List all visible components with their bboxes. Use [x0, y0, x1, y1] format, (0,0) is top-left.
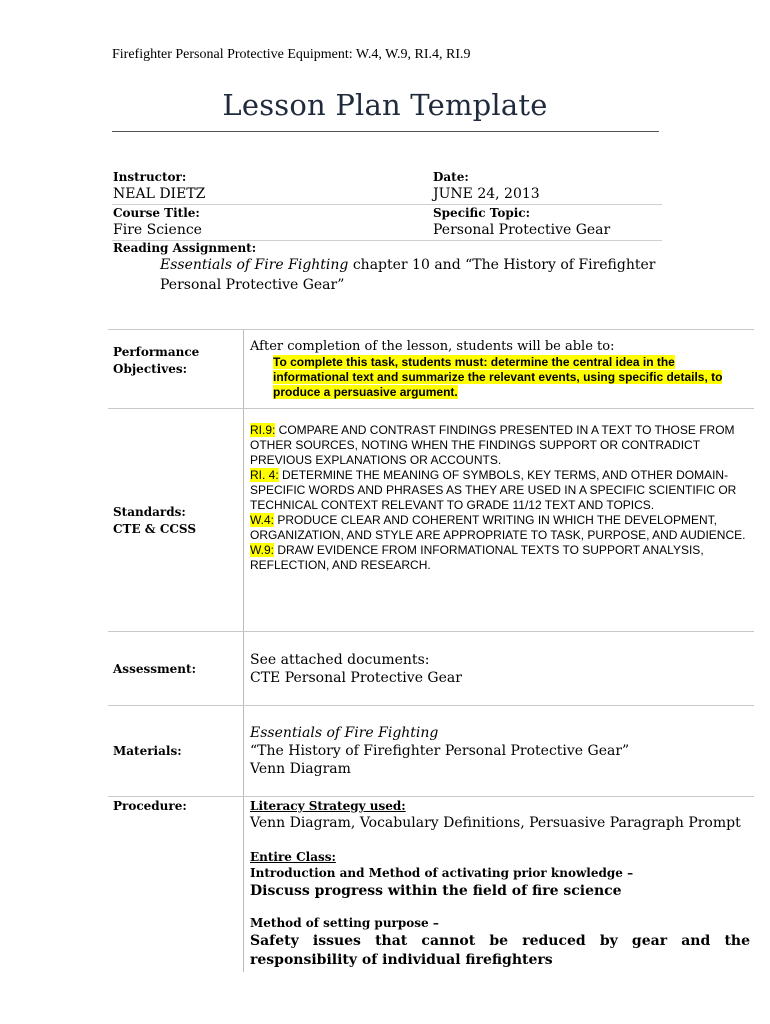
standard-item: W.9: DRAW EVIDENCE FROM INFORMATIONAL TEXTS TO SUPPORT ANALYSIS, REFLECTION, AND RESEARCH.: [250, 543, 704, 572]
instructor-value: NEAL DIETZ: [113, 186, 206, 202]
assessment-label: Assessment:: [113, 662, 196, 676]
objectives-intro: After completion of the lesson, students will be able to:: [250, 339, 615, 354]
reading-assignment-label: Reading Assignment:: [113, 241, 257, 255]
info-divider: [112, 204, 662, 205]
specific-topic-label: Specific Topic:: [433, 206, 531, 220]
table-row-divider: [108, 705, 754, 706]
standard-item: RI. 4: DETERMINE THE MEANING OF SYMBOLS, KEY TERMS, AND OTHER DOMAIN-SPECIFIC WORDS AND PHRASES AS THEY ARE USED IN A SPECIFIC SCIENTIFIC OR TECHNICAL CONTEXT RELEVANT TO GRADE 11/12 TEXT AND TOPICS.: [250, 468, 737, 512]
prior-knowledge-text: Discuss progress within the field of fire science: [250, 883, 622, 899]
specific-topic-value: Personal Protective Gear: [433, 222, 611, 238]
objectives-label: Performance Objectives:: [113, 345, 200, 376]
standard-item: W.4: PRODUCE CLEAR AND COHERENT WRITING IN WHICH THE DEVELOPMENT, ORGANIZATION, AND STYLE ARE APPROPRIATE TO TASK, PURPOSE, AND AUDIENCE.: [250, 513, 746, 542]
title-divider: [112, 131, 659, 132]
entire-class-heading: Entire Class:: [250, 850, 336, 864]
table-row-divider: [108, 408, 754, 409]
procedure-content: [250, 798, 750, 970]
purpose-heading: Method of setting purpose –: [250, 916, 439, 930]
document-header: Firefighter Personal Protective Equipment: W.4, W.9, RI.4, RI.9: [112, 47, 471, 62]
date-label: Date:: [433, 170, 469, 184]
standard-item: RI.9: COMPARE AND CONTRAST FINDINGS PRESENTED IN A TEXT TO THOSE FROM OTHER SOURCES, NOTING WHEN THE FINDINGS SUPPORT OR CONTRADICT PREVIOUS EXPLANATIONS OR ACCOUNTS.: [250, 423, 735, 467]
table-row-divider: [108, 796, 754, 797]
standards-label: Standards: CTE & CCSS: [113, 505, 196, 536]
assessment-content: See attached documents: CTE Personal Protective Gear: [250, 652, 462, 686]
reading-assignment-text: [160, 255, 660, 295]
course-title-label: Course Title:: [113, 206, 200, 220]
standards-list: [250, 423, 750, 573]
reading-rest: chapter 10 and “The History of Firefighter Personal Protective Gear”: [160, 257, 656, 293]
table-column-divider: [243, 330, 244, 972]
page-title: Lesson Plan Template: [222, 88, 548, 122]
purpose-text: Safety issues that cannot be reduced by gear and the responsibility of individual firefighters: [250, 933, 750, 968]
materials-content: Essentials of Fire Fighting “The History of Firefighter Personal Protective Gear” Venn Diagram: [250, 725, 630, 777]
course-title-value: Fire Science: [113, 222, 202, 238]
objectives-highlight: To complete this task, students must: determine the central idea in the informational text and summarize the relevant events, using specific details, to produce a persuasive argument.: [273, 355, 723, 399]
literacy-strategy-text: Venn Diagram, Vocabulary Definitions, Persuasive Paragraph Prompt: [250, 815, 741, 831]
prior-knowledge-heading: Introduction and Method of activating prior knowledge –: [250, 866, 634, 880]
instructor-label: Instructor:: [113, 170, 187, 184]
table-top-border: [108, 329, 754, 330]
reading-book-title: Essentials of Fire Fighting: [160, 257, 349, 273]
date-value: JUNE 24, 2013: [433, 186, 540, 202]
table-row-divider: [108, 631, 754, 632]
procedure-label: Procedure:: [113, 799, 187, 813]
literacy-strategy-heading: Literacy Strategy used:: [250, 799, 406, 813]
materials-label: Materials:: [113, 744, 182, 758]
